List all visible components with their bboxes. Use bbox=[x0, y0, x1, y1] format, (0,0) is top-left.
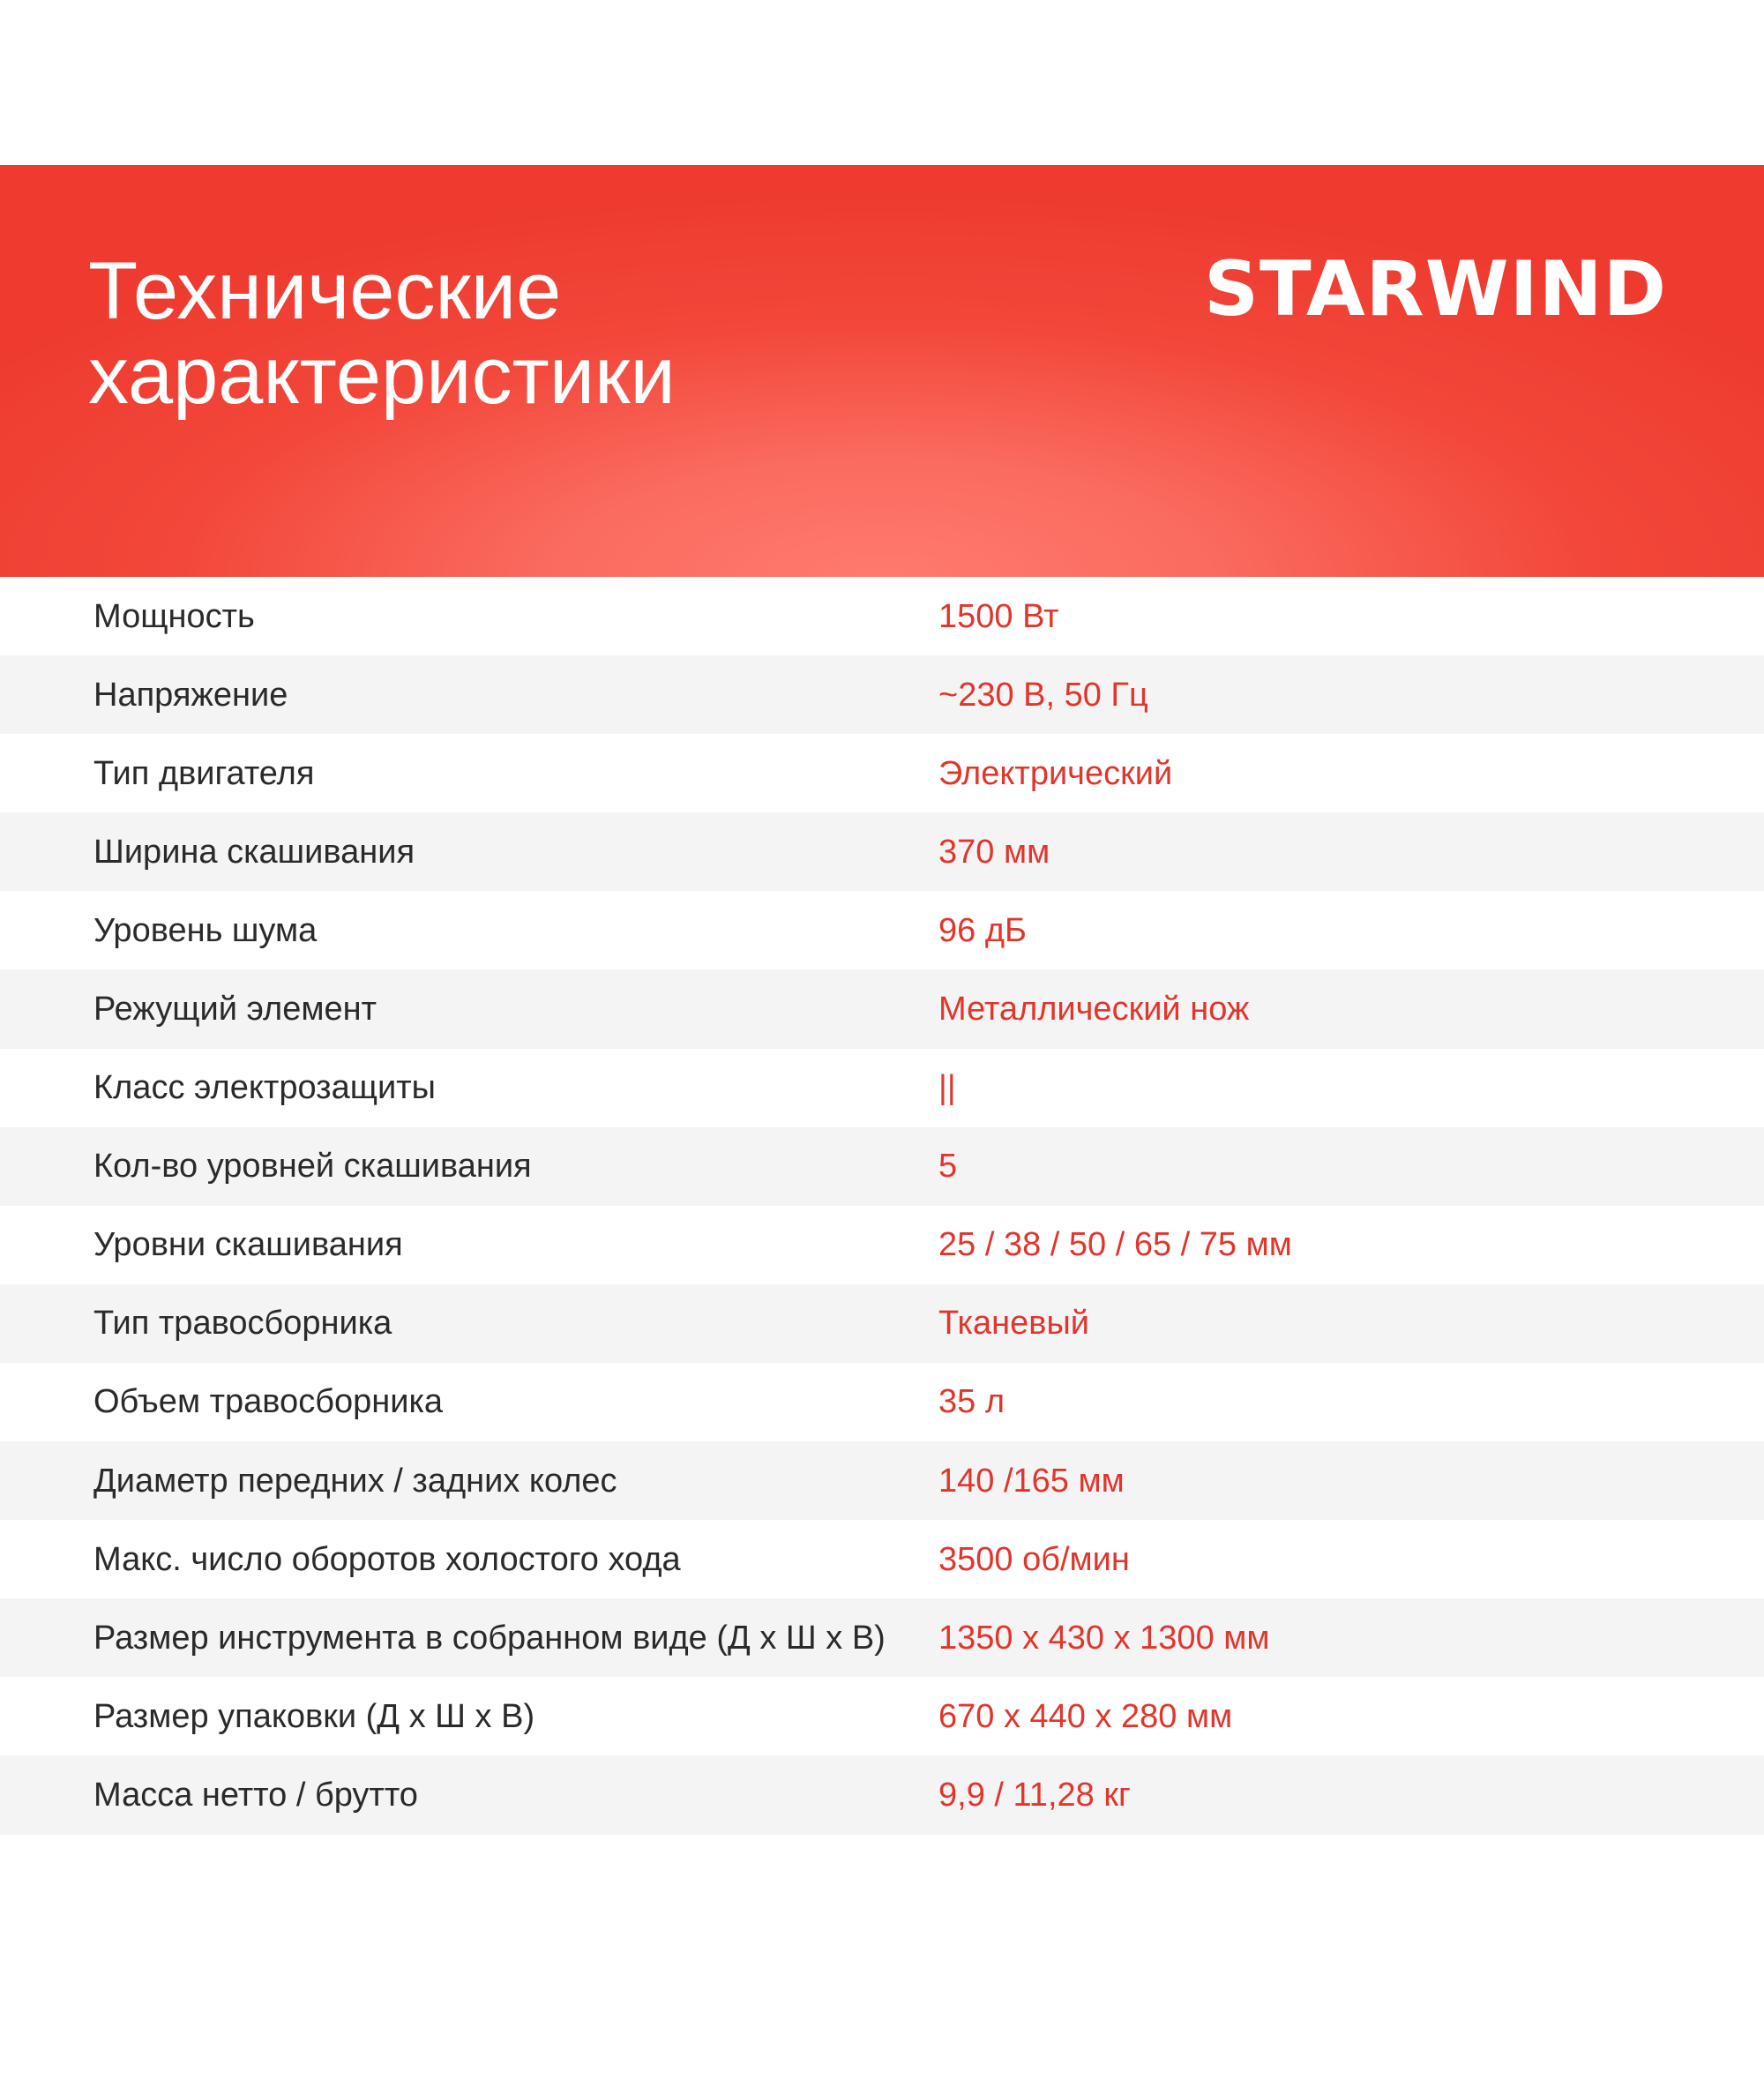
spec-label: Напряжение bbox=[93, 676, 288, 714]
spec-value: Электрический bbox=[938, 754, 1173, 792]
spec-label: Тип травосборника bbox=[93, 1305, 392, 1343]
spec-label: Класс электрозащиты bbox=[93, 1069, 436, 1107]
spec-value: 9,9 / 11,28 кг bbox=[938, 1776, 1131, 1814]
spec-value: Металлический нож bbox=[938, 991, 1250, 1029]
spec-row-noise-level bbox=[0, 891, 1764, 969]
spec-row-height-levels bbox=[0, 1206, 1764, 1284]
spec-label: Масса нетто / брутто bbox=[93, 1776, 418, 1814]
spec-row-assembled-size bbox=[0, 1598, 1764, 1677]
spec-value: || bbox=[938, 1069, 956, 1107]
page-title bbox=[88, 246, 676, 421]
spec-value: 96 дБ bbox=[938, 911, 1027, 949]
spec-label: Ширина скашивания bbox=[93, 833, 415, 871]
spec-row-wheel-diameter bbox=[0, 1441, 1764, 1520]
spec-label: Размер упаковки (Д x Ш x В) bbox=[93, 1697, 535, 1735]
spec-row-grass-catcher-volume bbox=[0, 1363, 1764, 1441]
spec-label: Объем травосборника bbox=[93, 1383, 444, 1421]
page-title-line-2: характеристики bbox=[88, 331, 676, 421]
spec-value: Тканевый bbox=[938, 1305, 1089, 1343]
brand-logo: STARWIND bbox=[1204, 245, 1667, 333]
spec-row-cutting-width bbox=[0, 812, 1764, 891]
spec-label: Макс. число оборотов холостого хода bbox=[93, 1540, 681, 1578]
spec-row-cutting-element bbox=[0, 969, 1764, 1048]
header-banner bbox=[0, 165, 1764, 577]
spec-label: Размер инструмента в собранном виде (Д x Ш x В) bbox=[93, 1619, 886, 1657]
spec-value: 1500 Вт bbox=[938, 597, 1059, 635]
spec-label: Мощность bbox=[93, 597, 255, 635]
spec-value: 1350 x 430 x 1300 мм bbox=[938, 1619, 1270, 1657]
spec-table bbox=[0, 577, 1764, 1835]
spec-row-weight bbox=[0, 1755, 1764, 1834]
spec-value: 3500 об/мин bbox=[938, 1540, 1130, 1578]
spec-label: Диаметр передних / задних колес bbox=[93, 1462, 617, 1500]
spec-value: 370 мм bbox=[938, 833, 1050, 871]
spec-label: Режущий элемент bbox=[93, 991, 377, 1029]
page-title-line-1: Технические bbox=[88, 246, 562, 336]
spec-row-power bbox=[0, 577, 1764, 655]
spec-value: 35 л bbox=[938, 1383, 1005, 1421]
spec-row-max-rpm bbox=[0, 1520, 1764, 1598]
spec-label: Уровни скашивания bbox=[93, 1226, 403, 1264]
spec-row-voltage bbox=[0, 655, 1764, 734]
spec-value: 5 bbox=[938, 1148, 958, 1186]
spec-row-grass-catcher-type bbox=[0, 1284, 1764, 1363]
spec-row-engine-type bbox=[0, 734, 1764, 812]
spec-row-protection-class bbox=[0, 1049, 1764, 1127]
spec-label: Уровень шума bbox=[93, 911, 318, 949]
spec-label: Кол-во уровней скашивания bbox=[93, 1148, 532, 1186]
spec-value: 25 / 38 / 50 / 65 / 75 мм bbox=[938, 1226, 1292, 1264]
spec-row-height-levels-count bbox=[0, 1127, 1764, 1206]
spec-label: Тип двигателя bbox=[93, 754, 315, 792]
spec-value: ~230 В, 50 Гц bbox=[938, 676, 1148, 714]
spec-value: 140 /165 мм bbox=[938, 1462, 1125, 1500]
spec-row-package-size bbox=[0, 1677, 1764, 1755]
spec-value: 670 x 440 x 280 мм bbox=[938, 1697, 1233, 1735]
